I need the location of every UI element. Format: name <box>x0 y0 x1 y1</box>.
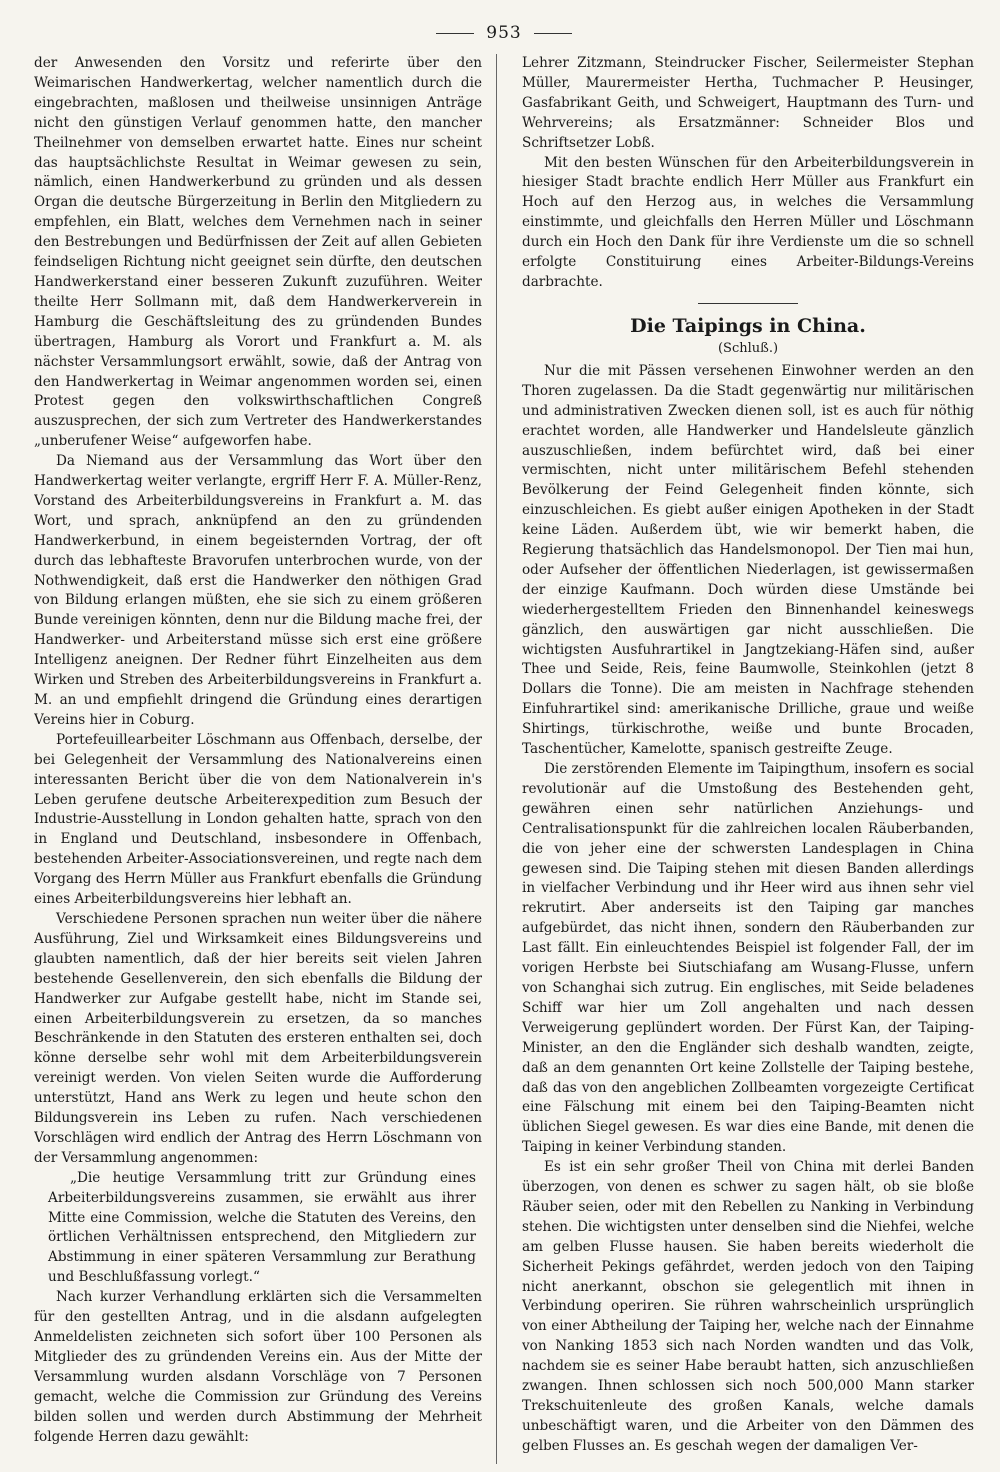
resolution-quote: „Die heutige Versammlung tritt zur Gründung eines Arbeiterbildungsvereins zusammen, sie erwählt aus ihrer Mitte eine Commission, welche die Statuten des Vereins, den örtlichen Verhältnissen entsprechend, den Mitgliedern zur Abstimmung in einer späteren Versammlung zur Berathung und Beschlußfassung vorlegt.“ <box>48 1169 476 1286</box>
paragraph: Es ist ein sehr großer Theil von China mit derlei Banden überzogen, von denen es schwer zu sagen hält, ob sie bloße Räuber seien, oder mit den Rebellen zu Nanking in Verbindung stehen. Die wichtigsten unter denselben sind die Niehfei, welche am gelben Flusse hausen. Sie haben bereits wiederholt die Sicherheit Pekings gefährdet, werden jedoch von den Taiping nicht anerkannt, obschon sie gelegentlich mit ihnen in Verbindung operiren. Sie rühren wahrscheinlich ursprünglich von einer Abtheilung der Taiping her, welche nach der Einnahme von Nanking 1853 sich nach Norden wandten und das Volk, nachdem sie es seiner Habe beraubt hatten, sich anzuschließen zwangen. Ihnen schlossen sich noch 500,000 Mann starker Trekschuitenleute des großen Kanals, welche damals unbeschäftigt waren, und die Arbeiter von den Dämmen des gelben Flusses an. Es geschah wegen der damaligen Ver- <box>522 1159 974 1454</box>
paragraph: der Anwesenden den Vorsitz und referirte über den Weimarischen Handwerkertag, welcher namentlich durch die eingebrachten, maßlosen und theilweise unsinnigen Anträge nicht den günstigen Verlauf genommen hatte, den mancher Theilnehmer von demselben erwartet hatte. Eines nur scheint das hauptsächlichste Resultat in Weimar gewesen zu sein, nämlich, einen Handwerkerbund zu gründen und als dessen Organ die deutsche Bürgerzeitung in Berlin den Mitgliedern zu empfehlen, ein Blatt, welches dem Vernehmen nach in seiner den Bestrebungen und Bedürfnissen der Zeit auf allen Gebieten feindseligen Richtung nicht geeignet sein dürfte, den deutschen Handwerkerstand einer besseren Zukunft zuzuführen. Weiter theilte Herr Sollmann mit, daß dem Handwerkerverein in Hamburg die Geschäftsleitung des zu gründenden Bundes übertragen, Hamburg als Vorort und Frankfurt a. M. als nächster Versammlungsort erwählt, sowie, daß der Antrag von den Handwerkertag in Weimar angenommen worden sei, einen Protest gegen den volkswirthschaftlichen Congreß auszusprechen, der sich zum Vertreter des Handwerkerstandes „unberufener Weise“ aufgeworfen habe. <box>34 55 482 450</box>
article-subtitle: (Schluß.) <box>717 340 779 356</box>
text-columns <box>34 54 974 1464</box>
section-divider <box>698 303 798 304</box>
page-number: 953 <box>486 23 522 43</box>
article-title: Die Taipings in China. <box>630 314 866 337</box>
paragraph: Da Niemand aus der Versammlung das Wort über den Handwerkertag weiter verlangte, ergriff Herr F. A. Müller-Renz, Vorstand des Arbeiterbildungsvereins in Frankfurt a. M. das Wort, und sprach, anknüpfend an den zu gründenden Handwerkerbund, in einem begeisternden Vortrag, der oft durch das lebhafteste Bravorufen unterbrochen wurde, von der Nothwendigkeit, daß erst die Handwerker den nöthigen Grad von Bildung erlangen müßten, ehe sie sich zu einem größeren Bunde vereinigen könnten, denn nur die Bildung mache frei, der Handwerker- und Arbeiterstand müsse sich erst eine größere Intelligenz aneignen. Der Redner führt Einzelheiten aus dem Wirken und Streben des Arbeiterbildungsvereins in Frankfurt a. M. an und empfiehlt dringend die Gründung eines derartigen Vereins hier in Coburg. <box>34 453 482 728</box>
paragraph: Lehrer Zitzmann, Steindrucker Fischer, Seilermeister Stephan Müller, Maurermeister Hertha, Tuchmacher P. Heusinger, Gasfabrikant Geith, und Schweigert, Hauptmann des Turn- und Wehrvereins; als Ersatzmänner: Schneider Blos und Schriftsetzer Lobß. <box>522 55 974 151</box>
left-column <box>34 54 497 1464</box>
paragraph: Nur die mit Pässen versehenen Einwohner werden an den Thoren zugelassen. Da die Stadt gegenwärtig nur militärischen und administrativen Zwecken dienen soll, ist es auch für nöthig erachtet worden, alle Handwerker und Handelsleute gänzlich auszuschließen, indem befürchtet wird, daß bei einer vermischten, nicht unter militärischem Befehl stehenden Bevölkerung der Feind Gelegenheit finden könnte, sich einzuschleichen. Es giebt außer einigen Apotheken in der Stadt keine Läden. Außerdem übt, wie wir bemerkt haben, die Regierung thatsächlich das Handelsmonopol. Der Tien mai hun, oder Aufseher der öffentlichen Niederlagen, ist gewissermaßen der einzige Kaufmann. Doch würden diese Umstände bei wiederhergestelltem Frieden den Binnenhandel keineswegs gänzlich, den auswärtigen gar nicht ausschließen. Die wichtigsten Ausfuhrartikel in Jangtzekiang-Häfen sind, außer Thee und Seide, Reis, feine Baumwolle, Steinkohlen (jetzt 8 Dollars die Tonne). Die am meisten in Nachfrage stehenden Einfuhrartikel sind: amerikanische Drilliche, graue und weiße Shirtings, türkischrothe, weiße und bunte Brocaden, Taschentücher, Kamelotte, spanisch gestreifte Zeuge. <box>522 362 974 758</box>
paragraph: Verschiedene Personen sprachen nun weiter über die nähere Ausführung, Ziel und Wirksamkeit eines Bildungsvereins und glaubten namentlich, daß der hier bereits seit vielen Jahren bestehende Gesellenverein, den sich ebenfalls die Bildung der Handwerker zur Aufgabe gestellt habe, nicht im Stande sei, einen Arbeiterbildungsverein zu ersetzen, da so manches Beschränkende in den Statuten des ersteren enthalten sei, doch könne derselbe sehr wohl mit dem Arbeiterbildungsverein vereinigt werden. Von vielen Seiten wurde die Aufforderung unterstützt, Hand ans Werk zu legen und heute schon den Bildungsverein ins Leben zu rufen. Nach verschiedenen Vorschlägen wird endlich der Antrag des Herrn Löschmann von der Versammlung angenommen: <box>34 910 482 1166</box>
paragraph: Nach kurzer Verhandlung erklärten sich die Versammelten für den gestellten Antrag, und in die alsdann aufgelegten Anmeldelisten zeichneten sich sofort über 100 Personen als Mitglieder des zu gründenden Vereins ein. Aus der Mitte der Versammlung wurden alsdann Vorschläge von 7 Personen gemacht, welche die Commission zur Gründung des Vereins bilden sollen und werden durch Abstimmung der Mehrheit folgende Herren dazu gewählt: <box>34 1289 482 1445</box>
header-rule-right <box>534 33 572 34</box>
paragraph: Mit den besten Wünschen für den Arbeiterbildungsverein in hiesiger Stadt brachte endlich Herr Müller aus Frankfurt ein Hoch auf den Herzog aus, in welches die Versammlung einstimmte, und gleichfalls den Herren Müller und Löschmann durch ein Hoch den Dank für ihre Verdienste um die so schnell erfolgte Constituirung eines Arbeiter-Bildungs-Vereins darbrachte. <box>522 154 974 290</box>
page-header <box>34 18 974 48</box>
header-rule-left <box>436 33 474 34</box>
right-column <box>516 54 974 1464</box>
paragraph: Portefeuillearbeiter Löschmann aus Offenbach, derselbe, der bei Gelegenheit der Versammlung des Nationalvereins einen interessanten Bericht über die von dem Nationalverein in's Leben gerufene deutsche Arbeiterexpedition zum Besuch der Industrie-Ausstellung in London gehalten hatte, sprach von den in England und Deutschland, insbesondere in Offenbach, bestehenden Arbeiter-Associationsvereinen, und regte nach dem Vorgang des Herrn Müller aus Frankfurt ebenfalls die Gründung eines Arbeiterbildungsvereins hier lebhaft an. <box>34 731 482 908</box>
paragraph: Die zerstörenden Elemente im Taipingthum, insofern es social revolutionär auf die Umstoßung des Bestehenden geht, gewähren einen sehr natürlichen Anziehungs- und Centralisationspunkt für die zahlreichen localen Räuberbanden, die von jeher eine der schwersten Landesplagen in China gewesen sind. Die Taiping stehen mit diesen Banden allerdings in vielfacher Verbindung und ihr Heer wird aus ihnen sehr viel rekrutirt. Aber anderseits ist den Taiping gar manches aufgebürdet, das nicht ihnen, sondern den Räuberbanden zur Last fällt. Ein einleuchtendes Beispiel ist folgender Fall, der im vorigen Herbste bei Siutschiafang am Wusang-Flusse, unfern von Schanghai sich zutrug. Ein englisches, mit Seide beladenes Schiff war hier um Zoll angehalten und nach dessen Verweigerung geplündert worden. Der Fürst Kan, der Taiping-Minister, an den die Engländer sich deshalb wandten, zeigte, daß an dem genannten Ort keine Zollstelle der Taiping bestehe, daß das von den angeblichen Zollbeamten vorgezeigte Certificat eine Fälschung mit einem bei den Taiping-Beamten nicht üblichen Siegel gewesen. Es war dies eine Bande, mit denen die Taiping in keiner Verbindung standen. <box>522 761 974 1156</box>
